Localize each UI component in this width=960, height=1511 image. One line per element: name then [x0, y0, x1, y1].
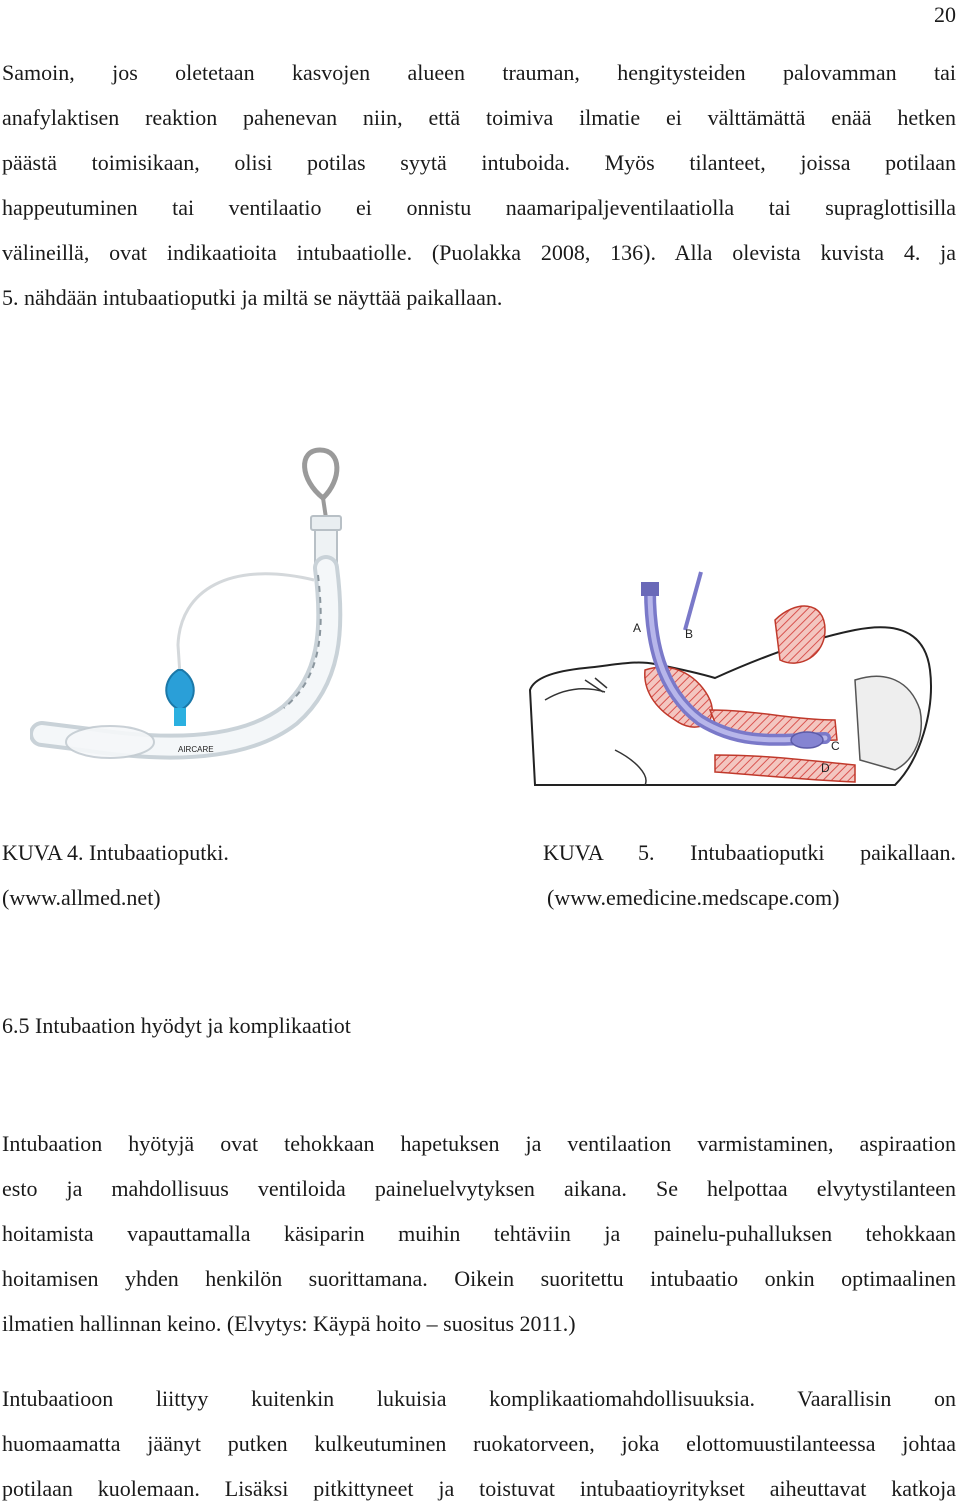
- figure4-caption: KUVA 4. Intubaatioputki.: [2, 840, 229, 865]
- figure-intubation-tube: [30, 440, 360, 770]
- tube-print-label: AIRCARE: [178, 745, 214, 754]
- pilot-line: [178, 574, 314, 675]
- section-heading: 6.5 Intubaation hyödyt ja komplikaatiot: [2, 1013, 351, 1038]
- tube-in-place-illustration: [525, 560, 945, 795]
- tube-cuff: [66, 726, 154, 758]
- text-line: Intubaatioon liittyy kuitenkin lukuisia komplikaatiomahdollisuuksia. Vaarallisin on: [2, 1386, 956, 1411]
- figure4-source: (www.allmed.net): [2, 885, 161, 910]
- pilot-balloon: [166, 670, 194, 710]
- text-line: potilaan kuolemaan. Lisäksi pitkittyneet ja toistuvat intubaatioyritykset aiheuttavat katkoja: [2, 1476, 956, 1501]
- figure5-source: (www.emedicine.medscape.com): [547, 885, 840, 910]
- intubation-tube-illustration: [30, 440, 360, 770]
- text-line: välineillä, ovat indikaatioita intubaatiolle. (Puolakka 2008, 136). Alla olevista kuvista 4. ja: [2, 240, 956, 265]
- tube-connector: [641, 582, 659, 596]
- paragraph-intubation-complications: [2, 1376, 956, 1511]
- text-line: päästä toimisikaan, olisi potilas syytä intuboida. Myös tilanteet, joissa potilaan: [2, 150, 956, 175]
- text-line: huomaamatta jäänyt putken kulkeutuminen ruokatorveen, joka elottomuustilanteessa johtaa: [2, 1431, 956, 1456]
- label-d: D: [821, 761, 830, 775]
- stylet-loop: [305, 450, 337, 498]
- tube-cuff: [791, 732, 823, 748]
- text-line: happeutuminen tai ventilaatio ei onnistu naamaripaljeventilaatiolla tai supraglottisilla: [2, 195, 956, 220]
- text-line: anafylaktisen reaktion pahenevan niin, että toimiva ilmatie ei välttämättä enää hetken: [2, 105, 956, 130]
- text-line: hoitamisen yhden henkilön suorittamana. Oikein suoritettu intubaatio onkin optimaalinen: [2, 1266, 956, 1291]
- text-line: ilmatien hallinnan keino. (Elvytys: Käypä hoito – suositus 2011.): [2, 1311, 576, 1336]
- pilot-line: [685, 572, 701, 630]
- text-line: Intubaation hyötyjä ovat tehokkaan hapetuksen ja ventilaation varmistaminen, aspiraation: [2, 1131, 956, 1156]
- paragraph-intubation-benefits: [2, 1121, 956, 1346]
- text-line: esto ja mahdollisuus ventiloida paineluelvytyksen aikana. Se helpottaa elvytystilanteen: [2, 1176, 956, 1201]
- figure5-caption: KUVA 5. Intubaatioputki paikallaan.: [543, 840, 956, 865]
- figure-tube-in-place: [525, 560, 945, 795]
- paragraph-intubation-indications: [2, 50, 956, 320]
- text-line: 5. nähdään intubaatioputki ja miltä se näyttää paikallaan.: [2, 285, 503, 310]
- label-c: C: [831, 739, 840, 753]
- label-a: A: [633, 621, 642, 635]
- text-line: Samoin, jos oletetaan kasvojen alueen trauman, hengitysteiden palovamman tai: [2, 60, 956, 85]
- text-line: hoitamista vapauttamalla käsiparin muihin tehtäviin ja painelu-puhalluksen tehokkaan: [2, 1221, 956, 1246]
- label-b: B: [685, 627, 694, 641]
- pilot-valve: [174, 708, 186, 726]
- page-number: 20: [934, 2, 956, 27]
- tube-connector-top: [311, 516, 341, 530]
